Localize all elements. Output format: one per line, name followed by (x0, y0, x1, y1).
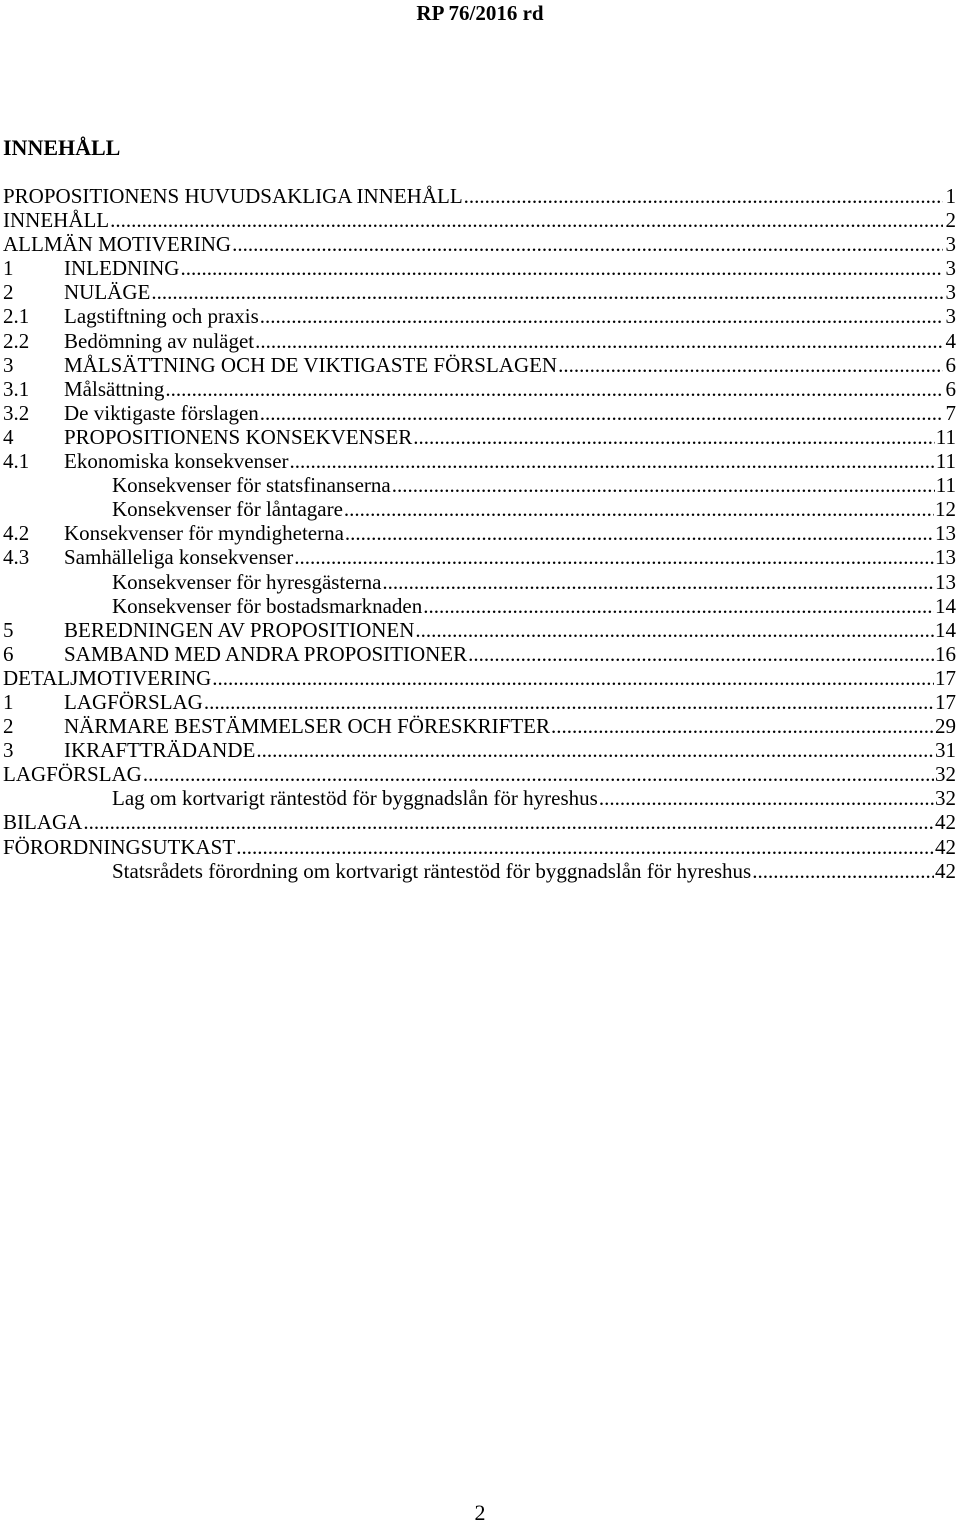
toc-dot-leader (468, 642, 934, 666)
toc-entry[interactable] (3, 835, 956, 859)
page-number: 2 (474, 1500, 486, 1525)
toc-dot-leader (260, 401, 943, 425)
toc-entry-page: 42 (935, 858, 956, 883)
toc-entry-title: BILAGA (3, 810, 83, 835)
toc-entry-title: BEREDNINGEN AV PROPOSITIONEN (64, 617, 415, 642)
toc-entry-number: 4.1 (3, 449, 30, 474)
toc-entry-title: Konsekvenser för statsfinanserna (112, 473, 391, 498)
toc-entry-page: 13 (935, 545, 956, 570)
toc-entry-title: NULÄGE (64, 280, 151, 305)
toc-entry[interactable] (3, 714, 956, 738)
toc-entry-title: De viktigaste förslagen (64, 400, 259, 425)
toc-entry-number: 1 (3, 689, 14, 714)
toc-entry-page: 31 (935, 738, 956, 763)
toc-entry[interactable] (3, 618, 956, 642)
toc-dot-leader (110, 208, 943, 232)
toc-entry[interactable] (3, 425, 956, 449)
toc-entry-title: LAGFÖRSLAG (64, 689, 203, 714)
toc-dot-leader (204, 690, 934, 714)
toc-entry-number: 3 (3, 738, 14, 763)
page-footer (0, 1500, 960, 1526)
toc-entry-page: 17 (935, 665, 956, 690)
toc-entry-page: 14 (935, 617, 956, 642)
toc-entry[interactable] (3, 545, 956, 569)
toc-entry[interactable] (3, 256, 956, 280)
toc-entry-page: 42 (935, 810, 956, 835)
toc-entry-title: Samhälleliga konsekvenser (64, 545, 294, 570)
toc-entry-number: 1 (3, 256, 14, 281)
toc-entry-title: Målsättning (64, 376, 165, 401)
toc-entry-page: 13 (935, 569, 956, 594)
toc-entry-number: 6 (3, 641, 14, 666)
toc-entry-page: 7 (945, 400, 956, 425)
toc-entry-number: 2.1 (3, 304, 30, 329)
toc-entry-title: MÅLSÄTTNING OCH DE VIKTIGASTE FÖRSLAGEN (64, 352, 558, 377)
toc-dot-leader (151, 280, 943, 304)
toc-entry-title: DETALJMOTIVERING (3, 665, 212, 690)
toc-entry-page: 1 (945, 184, 956, 208)
toc-dot-leader (464, 184, 943, 208)
toc-entry[interactable] (3, 521, 956, 545)
toc-dot-leader (344, 497, 934, 521)
toc-entry[interactable] (3, 208, 956, 232)
toc-entry-title: FÖRORDNINGSUTKAST (3, 834, 236, 859)
toc-entry[interactable] (3, 666, 956, 690)
toc-dot-leader (180, 256, 943, 280)
toc-dot-leader (345, 521, 934, 545)
toc-entry-title: Konsekvenser för låntagare (112, 497, 343, 522)
toc-entry[interactable] (3, 401, 956, 425)
toc-entry-page: 14 (935, 593, 956, 618)
toc-entry-number: 3 (3, 352, 14, 377)
toc-entry-number: 2.2 (3, 328, 30, 353)
toc-entry-title: Lagstiftning och praxis (64, 304, 259, 329)
toc-dot-leader (260, 304, 943, 328)
toc-entry[interactable] (3, 353, 956, 377)
toc-entry-page: 6 (945, 376, 956, 401)
toc-entry-page: 17 (935, 689, 956, 714)
toc-entry-page: 42 (935, 834, 956, 859)
toc-dot-leader (423, 594, 934, 618)
toc-entry-page: 12 (935, 497, 956, 522)
toc-entry-title: ALLMÄN MOTIVERING (3, 232, 232, 257)
toc-entry-title: Konsekvenser för hyresgästerna (112, 569, 382, 594)
toc-dot-leader (599, 786, 934, 810)
toc-entry-title: SAMBAND MED ANDRA PROPOSITIONER (64, 641, 468, 666)
toc-entry-page: 13 (935, 521, 956, 546)
toc-entry-number: 4.2 (3, 521, 30, 546)
toc-entry[interactable] (3, 786, 956, 810)
toc-entry-title: Ekonomiska konsekvenser (64, 449, 289, 474)
toc-dot-leader (551, 714, 934, 738)
toc-entry[interactable] (3, 497, 956, 521)
toc-dot-leader (143, 762, 934, 786)
toc-entry-page: 3 (945, 232, 956, 257)
table-of-contents (3, 184, 956, 883)
toc-dot-leader (165, 377, 943, 401)
toc-entry-number: 2 (3, 714, 14, 739)
toc-entry[interactable] (3, 810, 956, 834)
toc-entry-page: 2 (945, 208, 956, 233)
toc-entry-number: 4.3 (3, 545, 30, 570)
toc-dot-leader (558, 353, 943, 377)
toc-entry-number: 5 (3, 617, 14, 642)
toc-entry[interactable] (3, 570, 956, 594)
toc-entry[interactable] (3, 690, 956, 714)
toc-entry[interactable] (3, 232, 956, 256)
toc-entry[interactable] (3, 738, 956, 762)
toc-entry-page: 4 (945, 328, 956, 353)
toc-entry-title: Konsekvenser för bostadsmarknaden (112, 593, 423, 618)
toc-dot-leader (290, 449, 935, 473)
toc-dot-leader (294, 545, 934, 569)
toc-entry-page: 11 (935, 424, 956, 449)
toc-entry-title: Statsrådets förordning om kortvarigt räntestöd för byggnadslån för hyreshus (112, 858, 752, 883)
toc-entry-page: 29 (935, 714, 956, 739)
toc-entry-title: PROPOSITIONENS KONSEKVENSER (64, 424, 413, 449)
toc-entry-title: INLEDNING (64, 256, 180, 281)
toc-entry-title: Bedömning av nuläget (64, 328, 255, 353)
toc-entry[interactable] (3, 762, 956, 786)
toc-heading: INNEHÅLL (3, 135, 121, 160)
toc-entry-page: 3 (945, 256, 956, 281)
toc-entry[interactable] (3, 377, 956, 401)
toc-dot-leader (232, 232, 943, 256)
toc-entry[interactable] (3, 280, 956, 304)
toc-entry-page: 11 (935, 449, 956, 474)
toc-entry[interactable] (3, 473, 956, 497)
toc-dot-leader (255, 329, 943, 353)
toc-entry-title: Konsekvenser för myndigheterna (64, 521, 344, 546)
toc-entry-title: LAGFÖRSLAG (3, 762, 142, 787)
toc-entry[interactable] (3, 449, 956, 473)
toc-dot-leader (83, 810, 934, 834)
toc-entry-page: 16 (935, 641, 956, 666)
toc-entry[interactable] (3, 184, 956, 208)
toc-entry-title: Lag om kortvarigt räntestöd för byggnadslån för hyreshus (112, 786, 598, 811)
toc-entry[interactable] (3, 594, 956, 618)
toc-dot-leader (415, 618, 934, 642)
document-id: RP 76/2016 rd (416, 1, 544, 25)
toc-entry-page: 3 (945, 280, 956, 305)
toc-entry-page: 32 (935, 762, 956, 787)
toc-entry-title: IKRAFTTRÄDANDE (64, 738, 256, 763)
toc-entry-number: 3.1 (3, 376, 30, 401)
toc-entry-page: 32 (935, 786, 956, 811)
toc-entry-page: 11 (935, 473, 956, 498)
toc-entry-title: NÄRMARE BESTÄMMELSER OCH FÖRESKRIFTER (64, 714, 550, 739)
toc-entry-page: 6 (945, 352, 956, 377)
toc-dot-leader (236, 835, 934, 859)
toc-dot-leader (212, 666, 934, 690)
toc-entry-page: 3 (945, 304, 956, 329)
toc-entry-title: PROPOSITIONENS HUVUDSAKLIGA INNEHÅLL (3, 184, 463, 208)
toc-entry[interactable] (3, 859, 956, 883)
toc-entry[interactable] (3, 304, 956, 328)
toc-entry-title: INNEHÅLL (3, 208, 110, 233)
toc-entry-number: 3.2 (3, 400, 30, 425)
toc-entry-number: 4 (3, 424, 14, 449)
toc-dot-leader (413, 425, 934, 449)
document-header (0, 0, 960, 28)
toc-dot-leader (256, 738, 934, 762)
toc-dot-leader (752, 859, 934, 883)
toc-entry-number: 2 (3, 280, 14, 305)
toc-dot-leader (392, 473, 935, 497)
toc-entry[interactable] (3, 329, 956, 353)
toc-entry[interactable] (3, 642, 956, 666)
toc-dot-leader (382, 570, 934, 594)
